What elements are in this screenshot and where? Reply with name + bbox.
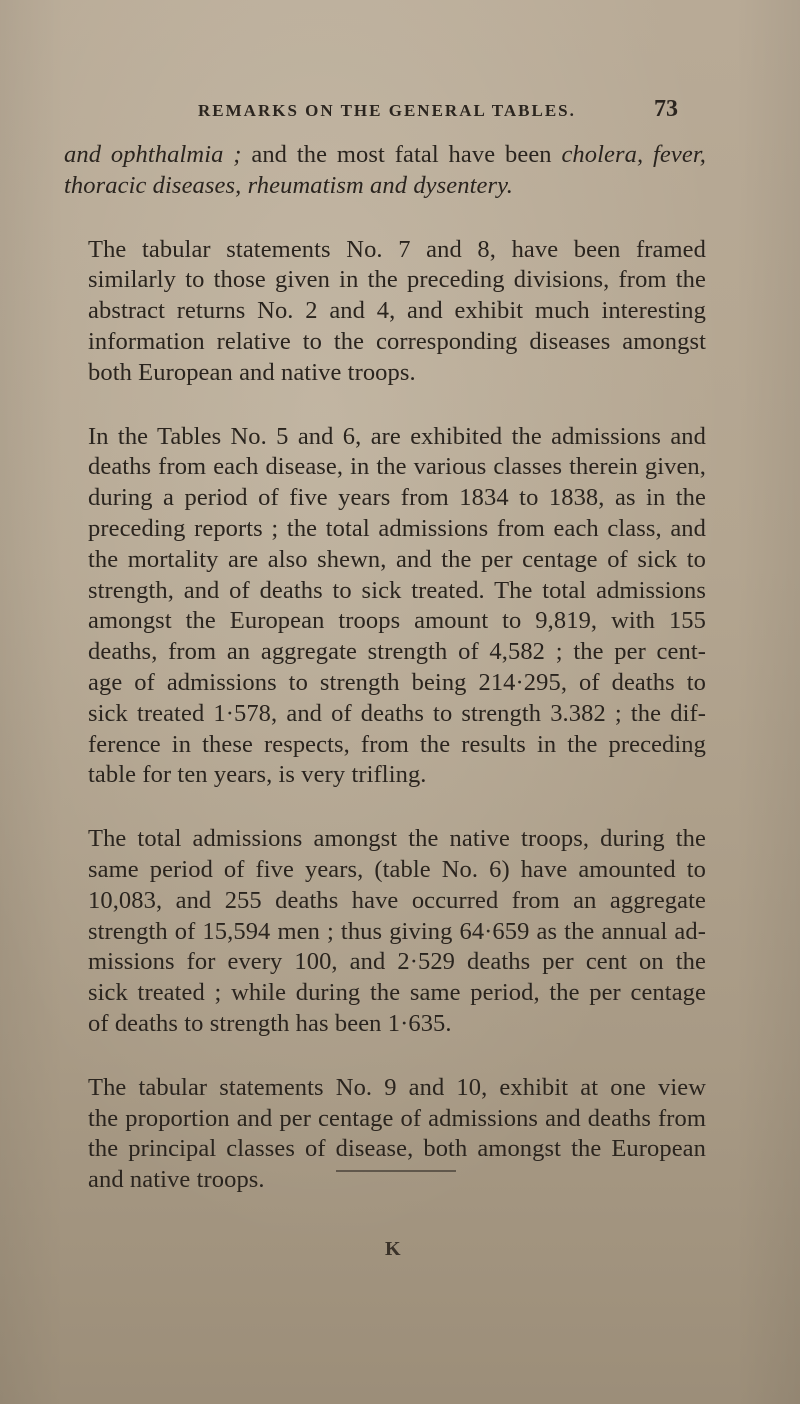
text-line <box>64 235 706 266</box>
text-run: strength of 15,594 men ; thus giving 64·659 as the annual ad- <box>88 917 706 945</box>
italic-text: and ophthalmia ; <box>64 141 242 168</box>
text-line <box>64 824 706 855</box>
text-run: In the Tables No. 5 and 6, are exhibited the admissions and <box>88 422 706 450</box>
text-line <box>64 545 706 576</box>
text-run: information relative to the corresponding diseases amongst <box>88 327 706 355</box>
text-line <box>64 978 706 1009</box>
text-run: abstract returns No. 2 and 4, and exhibit much interesting <box>88 297 706 325</box>
text-run: 10,083, and 255 deaths have occurred from an aggregate <box>88 886 706 914</box>
text-line <box>64 1134 706 1165</box>
text-run: deaths from each disease, in the various classes therein given, <box>88 453 706 481</box>
text-line <box>64 1009 706 1040</box>
text-line <box>64 140 706 171</box>
text-run: the principal classes of disease, both amongst the European <box>88 1135 706 1163</box>
text-run: missions for every 100, and 2·529 deaths per cent on the <box>88 948 706 976</box>
paragraph-tabular-statements-9-10 <box>64 1073 706 1196</box>
text-run: of deaths to strength has been 1·635. <box>88 1009 452 1037</box>
section-divider-rule <box>336 1170 456 1172</box>
text-line <box>64 265 706 296</box>
italic-text: cholera, fever, <box>561 141 706 168</box>
text-line <box>64 296 706 327</box>
text-run: The tabular statements No. 9 and 10, exhibit at one view <box>88 1073 706 1101</box>
text-run: sick treated 1·578, and of deaths to strength 3.382 ; the dif- <box>88 699 706 727</box>
text-line <box>64 327 706 358</box>
text-run: age of admissions to strength being 214·295, of deaths to <box>88 668 706 696</box>
text-line <box>64 917 706 948</box>
text-line <box>64 483 706 514</box>
text-run: sick treated ; while during the same period, the per centage <box>88 979 706 1007</box>
text-line <box>64 514 706 545</box>
text-line <box>64 422 706 453</box>
text-run: table for ten years, is very trifling. <box>88 761 427 789</box>
text-line <box>64 668 706 699</box>
text-run: The tabular statements No. 7 and 8, have been framed <box>88 235 706 263</box>
text-run: and the most fatal have been <box>241 141 562 168</box>
text-line <box>64 947 706 978</box>
text-line <box>64 1073 706 1104</box>
text-run: similarly to those given in the preceding divisions, from the <box>88 266 706 294</box>
text-run: deaths, from an aggregate strength of 4,582 ; the per cent- <box>88 638 706 666</box>
text-line <box>64 855 706 886</box>
italic-text: thoracic diseases, rheumatism and dysentery. <box>64 171 513 199</box>
text-line <box>64 171 706 202</box>
paragraph-continuation <box>64 140 706 202</box>
text-run: The total admissions amongst the native troops, during the <box>88 825 706 853</box>
text-run: the mortality are also shewn, and the per centage of sick to <box>88 545 706 573</box>
text-line <box>64 699 706 730</box>
running-head <box>198 96 678 126</box>
text-run: both European and native troops. <box>88 358 416 386</box>
text-line <box>64 886 706 917</box>
paragraph-tabular-statements-7-8 <box>64 235 706 389</box>
text-run: and native troops. <box>88 1166 265 1194</box>
text-run: amongst the European troops amount to 9,819, with 155 <box>88 607 706 635</box>
text-run: during a period of five years from 1834 to 1838, as in the <box>88 484 706 512</box>
text-line <box>64 637 706 668</box>
text-line <box>64 1104 706 1135</box>
text-run: strength, and of deaths to sick treated. The total admissions <box>88 576 706 604</box>
text-line <box>64 576 706 607</box>
text-line <box>64 452 706 483</box>
paragraph-tables-5-6 <box>64 422 706 792</box>
paragraph-native-troops <box>64 824 706 1040</box>
text-line <box>64 760 706 791</box>
running-title: REMARKS ON THE GENERAL TABLES. <box>198 101 576 120</box>
text-run: preceding reports ; the total admissions from each class, and <box>88 514 706 542</box>
text-run: ference in these respects, from the results in the preceding <box>88 730 706 758</box>
text-line <box>64 606 706 637</box>
page-number: 73 <box>654 96 678 122</box>
text-run: the proportion and per centage of admissions and deaths from <box>88 1104 706 1132</box>
text-line <box>64 730 706 761</box>
body-text <box>64 140 706 1229</box>
text-line <box>64 358 706 389</box>
text-run: same period of five years, (table No. 6) have amounted to <box>88 855 706 883</box>
signature-mark: K <box>385 1238 401 1260</box>
